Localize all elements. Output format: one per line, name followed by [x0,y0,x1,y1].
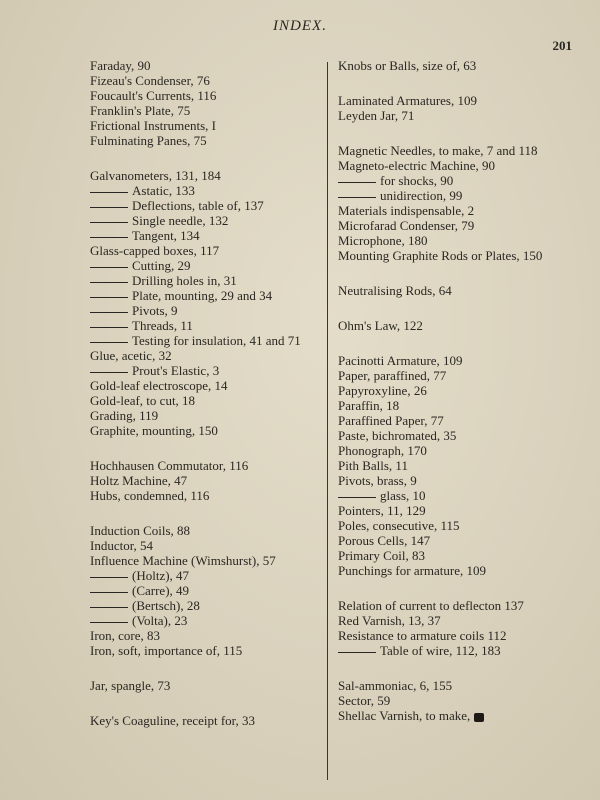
index-right-column [338,58,574,743]
index-entry [338,548,574,563]
index-section [338,283,574,298]
index-entry [90,58,322,73]
entry-text: Testing for insulation, 41 and 71 [132,333,301,348]
index-subentry [90,303,322,318]
entry-text: Single needle, 132 [132,213,229,228]
entry-text: Papyroxyline, 26 [338,383,427,398]
index-section [338,143,574,263]
index-entry [338,108,574,123]
entry-text: Fulminating Panes, 75 [90,133,207,148]
entry-text: Threads, 11 [132,318,193,333]
index-entry [338,533,574,548]
index-entry [338,383,574,398]
index-subentry [90,288,322,303]
entry-text: Grading, 119 [90,408,159,423]
index-entry [338,318,574,333]
index-subentry [338,188,574,203]
page-header: INDEX. [273,18,327,34]
index-entry [90,678,322,693]
index-entry [338,248,574,263]
ditto-dash [338,182,376,183]
index-entry [90,378,322,393]
ditto-dash [90,622,128,623]
index-entry [90,628,322,643]
page-number: 201 [552,38,572,53]
index-subentry [90,568,322,583]
index-subentry [338,173,574,188]
entry-text: Influence Machine (Wimshurst), 57 [90,553,276,568]
index-subentry [90,198,322,213]
index-section [338,598,574,658]
index-entry [90,133,322,148]
index-subentry [90,363,322,378]
index-entry [338,58,574,73]
entry-text: Paraffin, 18 [338,398,400,413]
index-entry [90,103,322,118]
ditto-dash [90,207,128,208]
index-entry [338,283,574,298]
entry-text: Fizeau's Condenser, 76 [90,73,210,88]
index-entry [338,428,574,443]
entry-text: Red Varnish, 13, 37 [338,613,441,628]
entry-text: Tangent, 134 [132,228,200,243]
index-subentry [338,643,574,658]
ditto-dash [90,607,128,608]
index-entry [90,458,322,473]
index-entry [338,613,574,628]
index-entry [90,423,322,438]
ditto-dash [90,237,128,238]
entry-text: Sector, 59 [338,693,391,708]
entry-text: Leyden Jar, 71 [338,108,415,123]
entry-text: Prout's Elastic, 3 [132,363,220,378]
index-subentry [90,318,322,333]
ditto-dash [90,577,128,578]
entry-text: Pointers, 11, 129 [338,503,426,518]
entry-text: Shellac Varnish, to make, [338,708,471,723]
index-subentry [90,183,322,198]
entry-text: Gold-leaf electroscope, 14 [90,378,228,393]
index-entry [90,523,322,538]
entry-text: Frictional Instruments, I [90,118,217,133]
index-entry [90,713,322,728]
entry-text: Key's Coaguline, receipt for, 33 [90,713,255,728]
entry-text: Pacinotti Armature, 109 [338,353,463,368]
index-section [90,58,322,148]
entry-text: Resistance to armature coils 112 [338,628,507,643]
entry-text: Neutralising Rods, 64 [338,283,452,298]
entry-text: (Volta), 23 [132,613,188,628]
entry-text: Iron, soft, importance of, 115 [90,643,243,658]
entry-text: Relation of current to deflecton 137 [338,598,524,613]
entry-text: Faraday, 90 [90,58,151,73]
entry-text: Graphite, mounting, 150 [90,423,218,438]
index-section [338,58,574,73]
index-entry [90,118,322,133]
entry-text: Hubs, condemned, 116 [90,488,210,503]
index-entry [338,708,574,723]
entry-text: Gold-leaf, to cut, 18 [90,393,196,408]
index-entry [90,538,322,553]
index-section [338,318,574,333]
entry-text: Primary Coil, 83 [338,548,426,563]
entry-text: Magneto-electric Machine, 90 [338,158,496,173]
entry-text: Porous Cells, 147 [338,533,431,548]
entry-text: Mounting Graphite Rods or Plates, 150 [338,248,543,263]
index-subentry [90,228,322,243]
index-entry [338,678,574,693]
ditto-dash [90,312,128,313]
entry-text: Franklin's Plate, 75 [90,103,191,118]
ditto-dash [338,652,376,653]
entry-text: Microfarad Condenser, 79 [338,218,475,233]
index-entry [338,233,574,248]
entry-text: Knobs or Balls, size of, 63 [338,58,477,73]
entry-text: Cutting, 29 [132,258,191,273]
ditto-dash [90,342,128,343]
entry-text: Plate, mounting, 29 and 34 [132,288,273,303]
entry-text: Punchings for armature, 109 [338,563,487,578]
entry-text: Pivots, 9 [132,303,178,318]
index-subentry [90,333,322,348]
entry-text: Iron, core, 83 [90,628,161,643]
entry-text: Pivots, brass, 9 [338,473,417,488]
ditto-dash [90,327,128,328]
entry-text: unidirection, 99 [380,188,463,203]
index-section [90,678,322,693]
index-entry [338,143,574,158]
entry-text: Foucault's Currents, 116 [90,88,217,103]
entry-text: Drilling holes in, 31 [132,273,237,288]
index-subentry [90,213,322,228]
entry-text: (Holtz), 47 [132,568,190,583]
index-subentry [90,273,322,288]
index-subentry [90,583,322,598]
index-entry [90,553,322,568]
ditto-dash [90,372,128,373]
ditto-dash [90,192,128,193]
index-entry [90,473,322,488]
index-entry [338,443,574,458]
index-entry [338,93,574,108]
entry-text: Sal-ammoniac, 6, 155 [338,678,453,693]
index-entry [338,203,574,218]
entry-text: Holtz Machine, 47 [90,473,188,488]
entry-text: (Carre), 49 [132,583,190,598]
index-entry [338,518,574,533]
index-entry [338,628,574,643]
entry-text: Table of wire, 112, 183 [380,643,501,658]
entry-text: Inductor, 54 [90,538,154,553]
index-left-column [90,58,322,748]
entry-text: Paraffined Paper, 77 [338,413,444,428]
entry-text: Ohm's Law, 122 [338,318,423,333]
index-section [90,713,322,728]
ditto-dash [338,497,376,498]
index-subentry [90,258,322,273]
entry-text: Laminated Armatures, 109 [338,93,477,108]
entry-text: Induction Coils, 88 [90,523,191,538]
ink-blot [474,713,484,722]
entry-text: Hochhausen Commutator, 116 [90,458,249,473]
entry-text: Microphone, 180 [338,233,428,248]
ditto-dash [90,282,128,283]
index-section [338,353,574,578]
index-subentry [338,488,574,503]
index-entry [90,348,322,363]
index-entry [338,158,574,173]
index-section [338,678,574,723]
index-entry [90,408,322,423]
ditto-dash [90,297,128,298]
index-subentry [90,598,322,613]
index-entry [90,88,322,103]
entry-text: glass, 10 [380,488,426,503]
ditto-dash [90,222,128,223]
index-entry [90,393,322,408]
entry-text: Glue, acetic, 32 [90,348,172,363]
index-entry [338,398,574,413]
index-entry [338,218,574,233]
index-entry [338,503,574,518]
entry-text: Galvanometers, 131, 184 [90,168,221,183]
entry-text: Glass-capped boxes, 117 [90,243,220,258]
entry-text: (Bertsch), 28 [132,598,200,613]
index-entry [90,73,322,88]
entry-text: for shocks, 90 [380,173,454,188]
ditto-dash [338,197,376,198]
column-divider [327,62,328,780]
index-section [90,523,322,658]
entry-text: Astatic, 133 [132,183,195,198]
entry-text: Paste, bichromated, 35 [338,428,457,443]
entry-text: Phonograph, 170 [338,443,427,458]
entry-text: Deflections, table of, 137 [132,198,264,213]
index-entry [90,643,322,658]
index-entry [90,488,322,503]
index-entry [90,168,322,183]
index-entry [338,473,574,488]
index-entry [338,598,574,613]
index-entry [338,413,574,428]
entry-text: Poles, consecutive, 115 [338,518,460,533]
entry-text: Materials indispensable, 2 [338,203,475,218]
index-entry [338,693,574,708]
index-entry [338,353,574,368]
index-subentry [90,613,322,628]
ditto-dash [90,267,128,268]
entry-text: Paper, paraffined, 77 [338,368,447,383]
ditto-dash [90,592,128,593]
index-entry [338,563,574,578]
index-entry [338,368,574,383]
index-section [338,93,574,123]
entry-text: Jar, spangle, 73 [90,678,171,693]
index-section [90,458,322,503]
entry-text: Magnetic Needles, to make, 7 and 118 [338,143,538,158]
index-entry [90,243,322,258]
entry-text: Pith Balls, 11 [338,458,408,473]
index-entry [338,458,574,473]
index-section [90,168,322,438]
